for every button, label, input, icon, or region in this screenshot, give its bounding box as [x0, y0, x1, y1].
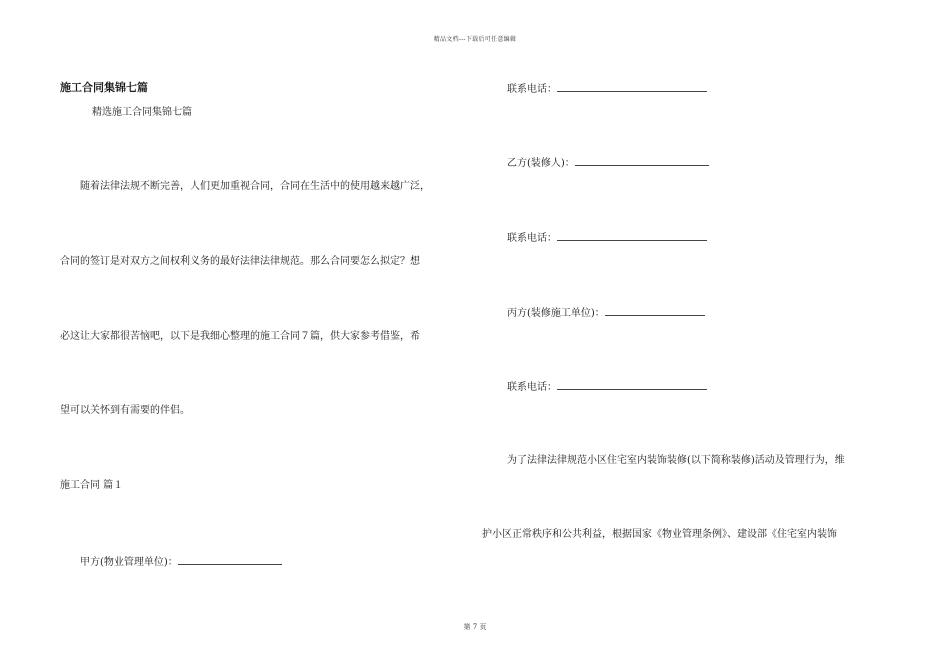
intro-line-3: 必这让大家都很苦恼吧，以下是我细心整理的施工合同７篇，供大家参考借鉴，希: [60, 331, 420, 342]
party-c-label: 丙方(装修施工单位)：: [507, 308, 605, 319]
document-title: 施工合同集锦七篇: [60, 81, 148, 94]
phone-field-2: [507, 231, 707, 245]
intro-line-2: 合同的签订是对双方之间权利义务的最好法律法律规范。那么合同要怎么拟定？想: [60, 256, 420, 267]
party-c-field: [507, 306, 705, 320]
regulation-line-1: 为了法律法律规范小区住宅室内装饰装修(以下简称装修)活动及管理行为，维: [507, 455, 845, 466]
phone-field-3: [507, 380, 707, 394]
party-a-label: 甲方(物业管理单位)：: [80, 557, 178, 568]
page-header: 精品文档---下载后可任意编辑: [433, 36, 517, 43]
phone-blank-3: [557, 380, 707, 390]
section-heading: 施工合同 篇１: [60, 480, 124, 491]
party-a-blank: [178, 555, 282, 565]
regulation-line-2: 护小区正常秩序和公共利益，根据国家《物业管理条例》、建设部《住宅室内装饰: [482, 529, 837, 540]
intro-line-4: 望可以关怀到有需要的伴侣。: [60, 405, 190, 416]
intro-line-1: 随着法律法规不断完善，人们更加重视合同，合同在生活中的使用越来越广泛，: [80, 181, 430, 192]
party-b-field: [507, 156, 709, 170]
phone-blank-1: [557, 82, 707, 92]
phone-blank-2: [557, 231, 707, 241]
phone-field-1: [507, 82, 707, 96]
document-subtitle: 精选施工合同集锦七篇: [92, 107, 192, 118]
party-a-field: [80, 555, 282, 569]
page-number: 第 7 页: [463, 623, 487, 631]
party-c-blank: [605, 306, 705, 316]
phone-label-1: 联系电话：: [507, 84, 557, 95]
party-b-blank: [575, 156, 709, 166]
phone-label-2: 联系电话：: [507, 233, 557, 244]
party-b-label: 乙方(装修人)：: [507, 158, 575, 169]
phone-label-3: 联系电话：: [507, 382, 557, 393]
